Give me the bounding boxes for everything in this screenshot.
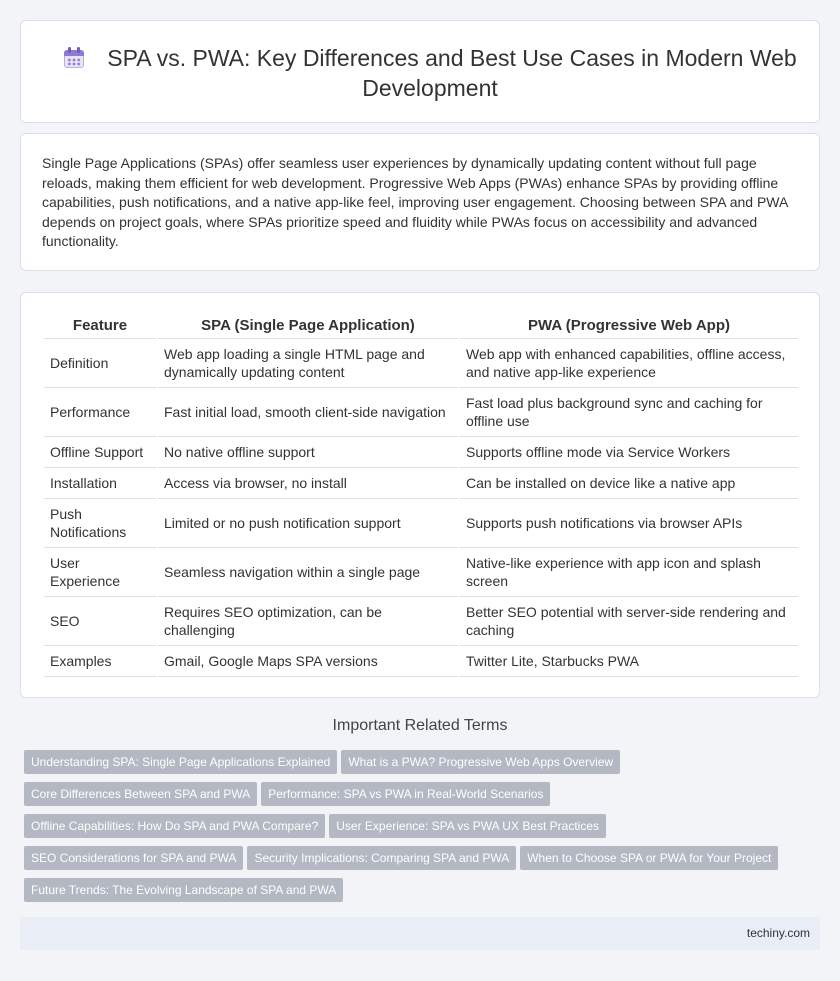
feature-cell: Examples xyxy=(44,646,156,677)
pwa-cell: Native-like experience with app icon and splash screen xyxy=(460,548,798,597)
pwa-cell: Supports offline mode via Service Workers xyxy=(460,437,798,468)
intro-card xyxy=(20,133,820,271)
related-terms-list xyxy=(24,750,824,910)
related-term-tag[interactable]: SEO Considerations for SPA and PWA xyxy=(24,846,243,870)
table-row xyxy=(44,437,798,468)
related-term-tag[interactable]: Performance: SPA vs PWA in Real-World Scenarios xyxy=(261,782,550,806)
spa-cell: Seamless navigation within a single page xyxy=(158,548,458,597)
related-term-tag[interactable]: What is a PWA? Progressive Web Apps Overview xyxy=(341,750,620,774)
related-term-tag[interactable]: Understanding SPA: Single Page Applications Explained xyxy=(24,750,337,774)
spa-cell: Limited or no push notification support xyxy=(158,499,458,548)
pwa-cell: Supports push notifications via browser APIs xyxy=(460,499,798,548)
spa-cell: Fast initial load, smooth client-side navigation xyxy=(158,388,458,437)
feature-cell: User Experience xyxy=(44,548,156,597)
table-row xyxy=(44,597,798,646)
related-terms-heading: Important Related Terms xyxy=(332,717,508,734)
table-row xyxy=(44,388,798,437)
spa-cell: Access via browser, no install xyxy=(158,468,458,499)
related-term-tag[interactable]: Future Trends: The Evolving Landscape of SPA and PWA xyxy=(24,878,343,902)
related-term-tag[interactable]: Offline Capabilities: How Do SPA and PWA Compare? xyxy=(24,814,325,838)
table-header-row xyxy=(44,313,798,339)
feature-cell: Definition xyxy=(44,339,156,388)
column-header-spa: SPA (Single Page Application) xyxy=(158,313,458,339)
table-row xyxy=(44,646,798,677)
spa-cell: Gmail, Google Maps SPA versions xyxy=(158,646,458,677)
pwa-cell: Fast load plus background sync and caching for offline use xyxy=(460,388,798,437)
calendar-icon xyxy=(63,47,85,69)
feature-cell: Push Notifications xyxy=(44,499,156,548)
table-row xyxy=(44,499,798,548)
column-header-feature: Feature xyxy=(44,313,156,339)
spa-cell: Requires SEO optimization, can be challenging xyxy=(158,597,458,646)
table-row xyxy=(44,468,798,499)
title-card xyxy=(20,20,820,123)
table-row xyxy=(44,339,798,388)
related-term-tag[interactable]: Security Implications: Comparing SPA and PWA xyxy=(247,846,516,870)
table-row xyxy=(44,548,798,597)
pwa-cell: Web app with enhanced capabilities, offline access, and native app-like experience xyxy=(460,339,798,388)
pwa-cell: Can be installed on device like a native app xyxy=(460,468,798,499)
comparison-table xyxy=(42,313,800,677)
pwa-cell: Twitter Lite, Starbucks PWA xyxy=(460,646,798,677)
related-term-tag[interactable]: Core Differences Between SPA and PWA xyxy=(24,782,257,806)
spa-cell: Web app loading a single HTML page and dynamically updating content xyxy=(158,339,458,388)
related-term-tag[interactable]: User Experience: SPA vs PWA UX Best Practices xyxy=(329,814,606,838)
column-header-pwa: PWA (Progressive Web App) xyxy=(460,313,798,339)
related-term-tag[interactable]: When to Choose SPA or PWA for Your Project xyxy=(520,846,778,870)
feature-cell: SEO xyxy=(44,597,156,646)
spa-cell: No native offline support xyxy=(158,437,458,468)
pwa-cell: Better SEO potential with server-side rendering and caching xyxy=(460,597,798,646)
footer xyxy=(20,917,820,950)
feature-cell: Installation xyxy=(44,468,156,499)
page-title-text: SPA vs. PWA: Key Differences and Best Use Cases in Modern Web Development xyxy=(107,45,797,101)
feature-cell: Performance xyxy=(44,388,156,437)
feature-cell: Offline Support xyxy=(44,437,156,468)
comparison-table-card xyxy=(20,292,820,698)
page-title xyxy=(51,43,809,103)
intro-paragraph: Single Page Applications (SPAs) offer seamless user experiences by dynamically updating content without full page reloads, making them efficient for web development. Progressive Web Apps (PWAs) enhance SPAs by providing offline capabilities, push notifications, and a native app-like feel, improving user engagement. Choosing between SPA and PWA depends on project goals, where SPAs prioritize speed and fluidity while PWAs focus on accessibility and advanced functionality. xyxy=(42,155,788,250)
footer-site-name: techiny.com xyxy=(746,926,810,940)
